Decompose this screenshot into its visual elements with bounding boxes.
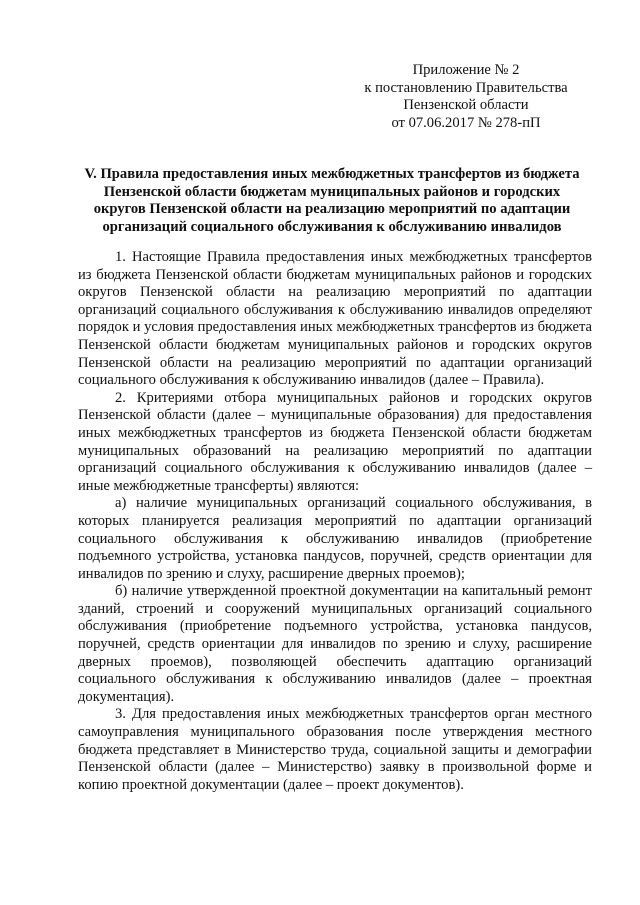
title-line-3: округов Пензенской области на реализацию мероприятий по адаптации xyxy=(93,201,571,218)
paragraph-2a: а) наличие муниципальных организаций социального обслуживания, в которых планируется реализация мероприятий по адаптации организаций социального обслуживания к обслуживанию инвалидов (приобретение подъемного устройства, установка пандусов, поручней, средств ориентации для инвалидов по зрению и слуху, расширение дверных проемов); xyxy=(78,495,592,582)
title-line-2: Пензенской области бюджетам муниципальных районов и городских xyxy=(103,183,561,200)
paragraph-2: 2. Критериями отбора муниципальных районов и городских округов Пензенской области (далее – муниципальные образования) для предоставления иных межбюджетных трансфертов из бюджета Пензенской области бюджетам муниципальных образований на реализацию мероприятий по адаптации организаций социального обслуживания к обслуживанию инвалидов (далее – иные межбюджетные трансферты) являются: xyxy=(78,389,592,494)
paragraph-3: 3. Для предоставления иных межбюджетных трансфертов орган местного самоуправления муниципального образования после утверждения местного бюджета представляет в Министерство труда, социальной защиты и демографии Пензенской области (далее – Министерство) заявку в произвольной форме и копию проектной документации (далее – проект документов). xyxy=(78,706,592,793)
title-line-1: V. Правила предоставления иных межбюджетных трансфертов из бюджета xyxy=(84,166,580,182)
paragraph-2b: б) наличие утвержденной проектной документации на капитальный ремонт зданий, строений и сооружений муниципальных организаций социального обслуживания (приобретение подъемного устройства, установка пандусов, поручней, средств ориентации для инвалидов по зрению и слуху, расширение дверных проемов), позволяющей обеспечить адаптацию организаций социального обслуживания к обслуживанию инвалидов (далее – проектная документация). xyxy=(78,583,592,705)
appendix-number: Приложение № 2 xyxy=(412,62,520,78)
appendix-header xyxy=(340,62,592,132)
title-line-4: организаций социального обслуживания к обслуживанию инвалидов xyxy=(102,218,562,235)
appendix-region: Пензенской области xyxy=(403,97,529,114)
appendix-date: от 07.06.2017 № 278-пП xyxy=(391,114,541,131)
section-title xyxy=(56,166,608,236)
appendix-decree: к постановлению Правительства xyxy=(364,79,568,96)
paragraph-1: 1. Настоящие Правила предоставления иных межбюджетных трансфертов из бюджета Пензенской области бюджетам муниципальных районов и городских округов Пензенской области на реализацию мероприятий по адаптации организаций социального обслуживания к обслуживанию инвалидов определяют порядок и условия предоставления иных межбюджетных трансфертов из бюджета Пензенской области бюджетам муниципальных районов и городских округов Пензенской области на реализацию мероприятий по адаптации организаций социального обслуживания к обслуживанию инвалидов (далее – Правила). xyxy=(78,249,592,389)
document-body xyxy=(78,249,592,794)
